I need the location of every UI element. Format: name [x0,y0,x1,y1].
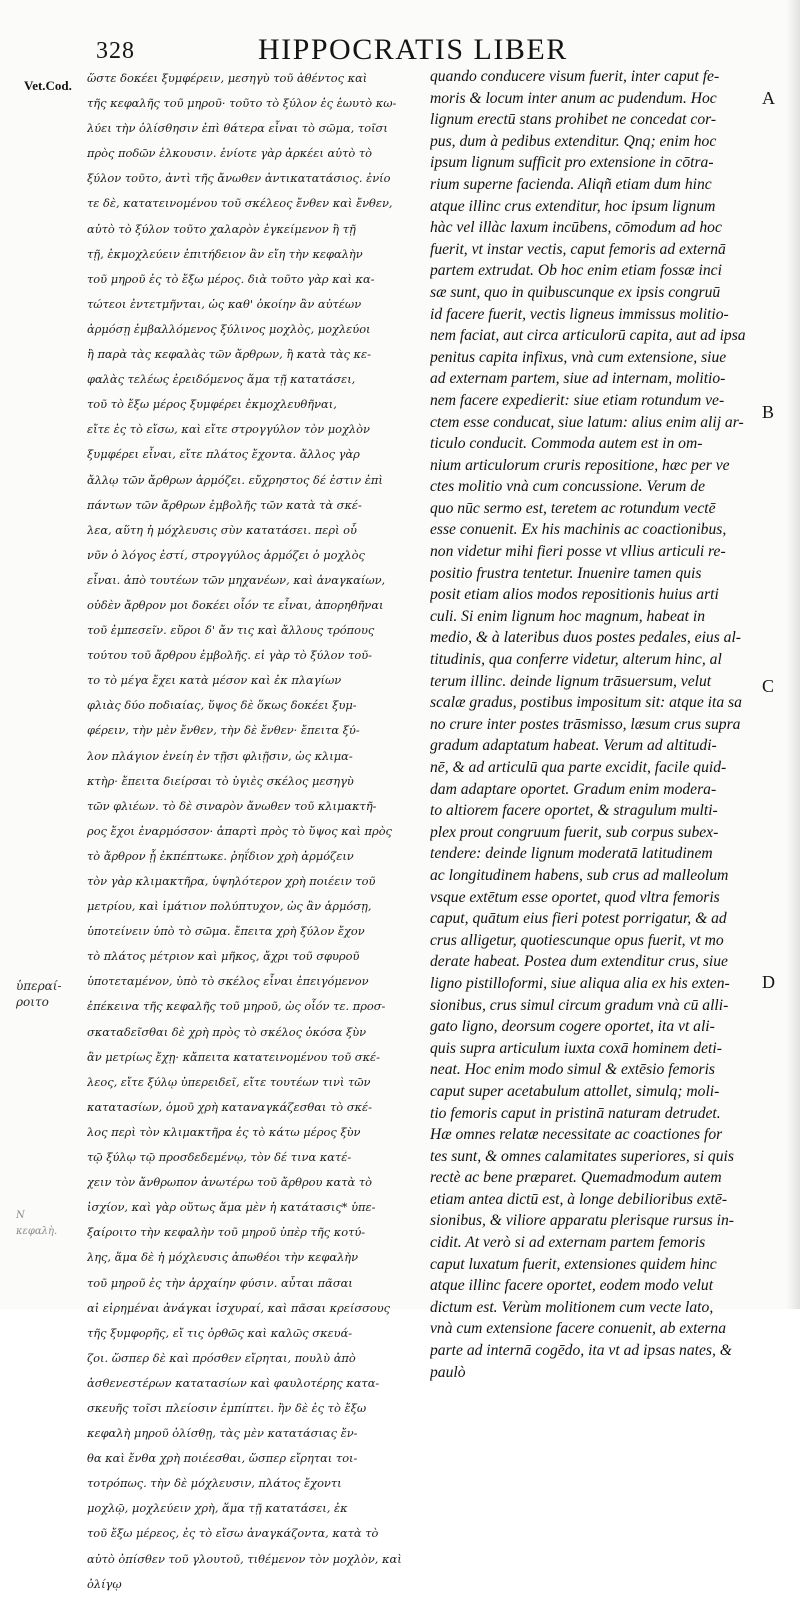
greek-text-line: τοῦ τὸ ἔξω μέρος ξυμφέρει ἐκμοχλευθῆναι, [87,397,337,412]
greek-text-line: σκαταδεῖσθαι δὲ χρὴ πρὸς τὸ σκέλος ὁκόσα ξὺν [87,1024,367,1039]
latin-text-line: fuerit, vt instar vectis, caput femoris ad externā [430,240,726,258]
greek-text-line: τῷ ξύλῳ τῷ προσδεδεμένῳ, τὸν δέ τινα κατέ- [87,1150,352,1165]
greek-text-line: μοχλῷ, μοχλεύειν χρὴ, ἅμα τῇ κατατάσει, ἐκ [87,1501,348,1516]
latin-text-line: positio frustra tentetur. Inuenire tamen quis [430,564,702,582]
running-title: HIPPOCRATIS LIBER [258,33,568,66]
latin-text-line: scalæ gradus, postibus impositum sit: atque ita sa [430,694,742,712]
page-edge-shadow [786,0,800,1309]
page-number: 328 [96,38,135,64]
greek-text-line: τοῦ μηροῦ ἐς τὴν ἀρχαίην φύσιν. αὗται πᾶσαι [87,1275,353,1290]
latin-text-line: caput, quātum eius fieri potest porrigatur, & ad [430,910,727,928]
greek-text-line: το τὸ μέγα ἔχει κατὰ μέσον καὶ ἐκ πλαγίων [87,673,342,688]
latin-text-line: to altiorem facere oportet, & stragulum multi- [430,802,718,820]
latin-text-line: no crure inter postes trāsmisso, læsum crus supra [430,715,741,733]
greek-text-line: τοῦ μηροῦ ἐς τὸ ἔξω μέρος. διὰ τοῦτο γὰρ καὶ κα- [87,271,375,286]
latin-text-line: esse conuenit. Ex his machinis ac coactionibus, [430,521,727,539]
greek-text-line: λον πλάγιον ἐνείη ἐν τῇσι φλιῇσιν, ὡς κλιμα- [87,748,353,763]
latin-text-line: penitus capita infixus, vnà cum extensione, siue [430,348,727,366]
latin-text-line: nē, & ad articulū qua parte excidit, facile quid- [430,759,727,776]
latin-text-line: atque illinc crus extenditur, hoc ipsum lignum [430,197,716,215]
greek-text-line: τῆς κεφαλῆς τοῦ μηροῦ· τοῦτο τὸ ξύλον ἐς ἑωυτὸ κω- [87,96,397,111]
latin-text-line: etiam antea dictū est, à longe debilioribus extē- [430,1190,728,1208]
latin-text-line: terum illinc. deinde lignum trāsuersum, velut [430,672,712,690]
latin-text-line: parte ad internā cogēdo, ita vt ad ipsas nates, & [430,1342,732,1360]
greek-text-line: τούτου τοῦ ἄρθρου ἐμβολῆς. εἰ γὰρ τὸ ξύλον τοῦ- [87,648,373,663]
greek-text-line: λης, ἅμα δὲ ἡ μόχλευσις ἀπωθέοι τὴν κεφαλὴν [87,1250,359,1265]
greek-text-line: πρὸς ποδῶν ἑλκουσιν. ἐνίοτε γὰρ ἀρκέει αὐτὸ τὸ [87,146,373,161]
latin-text-line: caput luxatum fuerit, extensiones quidem hinc [430,1255,717,1273]
latin-text-line: plex prout congruum fuerit, sub corpus subex- [430,823,719,841]
greek-text-line: ἀσθενεστέρων κατατασίων καὶ φαυλοτέρης κατα- [87,1375,380,1390]
greek-text-line: μετρίου, καὶ ἱμάτιον πολύπτυχον, ὡς ἂν ἁρμόσῃ, [87,899,372,914]
latin-text-line: tendere: deinde lignum moderatā latitudinem [430,845,713,863]
greek-text-line: ὥστε δοκέει ξυμφέρειν, μεσηγὺ τοῦ ἀθέντος καὶ [87,71,368,85]
greek-text-line: χειν τὸν ἄνθρωπον ἀνωτέρω τοῦ ἄρθρου κατὰ τὸ [87,1175,372,1190]
latin-text-line: ligno pistilloformi, siue aliqua alia ex his exten- [430,974,730,992]
greek-text-line: ἄλλῳ τῶν ἄρθρων ἁρμόζει. εὔχρηστος δέ ἐστιν ἐπὶ [87,472,383,487]
greek-text-line: ἂν μετρίως ἔχῃ· κἄπειτα κατατεινομένου τοῦ σκέ- [87,1049,380,1064]
latin-text-column [430,66,770,1383]
latin-text-line: ctes molitio vnà cum concussione. Verum de [430,478,705,496]
latin-text-line: rectè ac bene præparet. Quemadmodum autem [430,1169,722,1187]
latin-text-line: paulò [430,1363,466,1381]
latin-text-line: medio, & à lateribus duos postes pedales, eius al- [430,629,741,647]
greek-text-column [87,66,417,1597]
latin-text-line: quis supra articulum iuxta coxā hominem deti- [430,1039,722,1057]
latin-text-line: nem faciat, aut circa articulorū capita, aut ad ipsa [430,327,746,345]
latin-text-line: sionibus, & viliore apparatu plerisque rursus in- [430,1212,734,1230]
latin-text-line: lignum erectū stans prohibet ne concedat cor- [430,111,717,129]
greek-text-line: εἴτε ἐς τὸ εἴσω, καὶ εἴτε στρογγύλον τὸν μοχλὸν [87,422,370,437]
section-marker-a: A [762,88,775,108]
latin-text-line: moris & locum inter anum ac pudendum. Hoc [430,89,717,107]
greek-text-line: ὑποτείνειν ὑπὸ τὸ σῶμα. ἔπειτα χρὴ ξύλον ἔχον [87,924,365,939]
greek-text-line: λος περὶ τὸν κλιμακτῆρα ἐς τὸ κάτω μέρος ξὺν [87,1124,361,1139]
section-marker-b: B [762,402,775,422]
greek-text-line: φλιὰς δύο ποδιαίας, ὕψος δὲ ὅκως δοκέει ξυμ- [87,698,357,713]
latin-text-line: derate habeat. Postea dum extenditur crus, siue [430,953,728,971]
greek-text-line: αἱ εἰρημέναι ἀνάγκαι ἰσχυραί, καὶ πᾶσαι κρείσσους [87,1300,391,1315]
greek-text-line: νῦν ὁ λόγος ἐστί, στρογγύλος ἁρμόζει ὁ μοχλὸς [87,547,365,562]
greek-text-line: κεφαλὴ μηροῦ ὀλίσθῃ, τὰς μὲν κατατάσιας ἔν- [87,1426,358,1441]
latin-text-line: neat. Hoc enim modo simul & extēsio femoris [430,1061,715,1079]
greek-text-line: τῶν φλιέων. τὸ δὲ σιναρὸν ἄνωθεν τοῦ κλιμακτῆ- [87,798,377,813]
greek-text-line: ρος ἔχοι ἐναρμόσσον· ἀπαρτὶ πρὸς τὸ ὕψος καὶ πρὸς [87,823,392,838]
section-marker-d: D [762,972,775,992]
greek-text-line: κατατασίων, ὁμοῦ χρὴ καταναγκάζεσθαι τὸ σκέ- [87,1099,372,1114]
latin-text-line: non videtur mihi fieri posse vt vllius articuli re- [430,543,726,561]
greek-text-line: ἰσχίον, καὶ γὰρ οὕτως ἅμα μὲν ἡ κατάτασις* ὑπε- [87,1200,376,1215]
latin-text-line: dam adaptare oportet. Gradum enim modera- [430,780,717,798]
latin-text-line: sæ sunt, quo in quibuscunque ex ipsis congruū [430,283,721,301]
latin-text-line: id facere fuerit, vectis ligneus immissus molitio- [430,305,729,323]
latin-text-line: partem extrudat. Ob hoc enim etiam fossæ inci [430,262,722,280]
greek-text-line: ἁρμόσῃ ἐμβαλλόμενος ξύλινος μοχλὸς, μοχλεύοι [87,321,371,336]
latin-text-line: gradum adaptatum habeat. Verum ad altitudi- [430,737,717,755]
greek-text-line: λεα, αὕτη ἡ μόχλευσις σὺν κατατάσει. περὶ οὗ [87,522,357,537]
latin-text-line: rium superne facienda. Aliqñ etiam dum hinc [430,175,712,193]
latin-text-line: cidit. At verò si ad externam partem femoris [430,1234,706,1252]
latin-text-line: tes sunt, & omnes calamitates superiores, si quis [430,1147,734,1165]
greek-text-line: τὸν γὰρ κλιμακτῆρα, ὑψηλότερον χρὴ ποιέειν τοῦ [87,874,376,888]
greek-text-line: ὀλίγῳ [87,1576,122,1591]
latin-text-line: Hæ omnes relatæ necessitate ac coactiones for [430,1126,723,1144]
latin-text-line: ad externam partem, siue ad internam, molitio- [430,370,726,388]
latin-text-line: quando conducere visum fuerit, inter caput fe- [430,68,720,85]
greek-text-line: τὸ ἄρθρον ᾗ ἐκπέπτωκε. ῥηΐδιον χρὴ ἁρμόζειν [87,848,354,863]
greek-text-line: εἶναι. ἀπὸ τουτέων τῶν μηχανέων, καὶ ἀναγκαίων, [87,572,386,587]
margin-note-vet-cod: Vet.Cod. [24,78,72,93]
latin-text-line: ipsum lignum sufficit pro extensione in cōtra- [430,154,714,172]
latin-text-line: caput super acetabulum attollet, simulq; moli- [430,1082,720,1100]
latin-text-line: ctem esse conducat, siue latum: alius enim alij ar- [430,413,744,431]
greek-text-line: λεος, εἴτε ξύλῳ ὑπερειδεῖ, εἴτε τουτέων τινὶ τῶν [87,1074,371,1089]
section-marker-c: C [762,676,775,696]
greek-text-line: φέρειν, τὴν μὲν ἔνθεν, τὴν δὲ ἔνθεν· ἔπειτα ξύ- [87,723,360,738]
latin-text-line: tio femoris caput in pristinā naturam detrudet. [430,1104,721,1122]
latin-text-line: ac longitudinem habens, sub crus ad malleolum [430,866,729,884]
latin-text-line: culi. Si enim lignum hoc magnum, habeat in [430,607,706,625]
latin-text-line: vnà cum extensione facere conuenit, ab externa [430,1320,727,1338]
greek-text-line: θα καὶ ἔνθα χρὴ ποιέεσθαι, ὥσπερ εἴρηται τοι- [87,1451,358,1466]
greek-text-line: τοτρόπως. τὴν δὲ μόχλευσιν, πλάτος ἔχοντι [87,1476,342,1491]
greek-text-line: ξυμφέρει εἶναι, εἴτε πλάτος ἔχοντα. ἄλλος γὰρ [87,447,360,462]
greek-text-line: λύει τὴν ὀλίσθησιν ἐπὶ θάτερα εἶναι τὸ σῶμα, τοῖσι [87,121,388,136]
greek-text-line: κτὴρ· ἔπειτα διείρσαι τὸ ὑγιὲς σκέλος μεσηγὺ [87,773,354,788]
greek-text-line: αὐτὸ τὸ ξύλον τοῦτο χαλαρὸν ἐγκείμενον ἢ τῇ [87,221,356,236]
latin-text-line: gato ligno, deorsum cogere oportet, ita vt ali- [430,1018,715,1036]
margin-note-variant-reading: ὑπεραί- ροιτο [16,979,62,1009]
greek-text-line: τῆς ξυμφορῆς, εἴ τις ὀρθῶς καὶ καλῶς σκευά- [87,1325,353,1340]
greek-text-line: ζοι. ὥσπερ δὲ καὶ πρόσθεν εἴρηται, πουλὺ ἀπὸ [87,1350,356,1365]
latin-text-line: vsque extētum esse oportet, quod vltra femoris [430,888,720,906]
greek-text-line: ξύλον τοῦτο, ἀντὶ τῆς ἄνωθεν ἀντικατατάσιος. ἐνίο [87,171,391,186]
latin-text-line: sionibus, crus simul circum gradum vnà cū alli- [430,996,729,1014]
margin-note-faint: Ν κεφαλὴ. [16,1210,58,1237]
greek-text-line: τε δὲ, κατατεινομένου τοῦ σκέλεος ἔνθεν καὶ ἔνθεν, [87,196,393,211]
greek-text-line: ὑποτεταμένον, ὑπὸ τὸ σκέλος εἶναι ἐπειγόμενον [87,974,369,989]
greek-text-line: ἐπέκεινα τῆς κεφαλῆς τοῦ μηροῦ, ὡς οἷόν τε. προσ- [87,999,386,1014]
latin-text-line: quo nūc sermo est, teretem ac rotundum vectē [430,499,716,517]
latin-text-line: nem facere expedierit: siue etiam rotundum ve- [430,391,725,409]
latin-text-line: posit etiam alios modos repositionis huius arti [430,586,719,604]
greek-text-line: φαλὰς τελέως ἐρειδόμενος ἅμα τῇ κατατάσει, [87,372,356,387]
greek-text-line: τὸ πλάτος μέτριον καὶ μῆκος, ἄχρι τοῦ σφυροῦ [87,949,360,964]
latin-text-line: titudinis, qua conferre videtur, alterum hinc, al [430,651,722,669]
greek-text-line: ἢ παρὰ τὰς κεφαλὰς τῶν ἄρθρων, ἢ κατὰ τὰς κε- [87,347,371,362]
greek-text-line: σκευῆς τοῖσι πλείοσιν ἐμπίπτει. ἢν δὲ ἐς τὸ ἔξω [87,1400,367,1415]
latin-text-line: crus alligetur, quotiescunque opus fuerit, vt mo [430,931,724,949]
greek-text-line: τώτεοι ἐντετμῆνται, ὡς καθ' ὁκοίην ἂν αὐτέων [87,296,362,311]
latin-text-line: atque illinc facere oportet, eodem modo velut [430,1277,714,1295]
latin-text-line: dictum est. Verùm molitionem cum vecte lato, [430,1298,714,1316]
greek-text-line: τῇ, ἐκμοχλεύειν ἐπιτήδειον ἂν εἴη τὴν κεφαλὴν [87,246,363,261]
latin-text-line: pus, dum à pedibus extenditur. Qnq; enim hoc [430,132,717,150]
greek-text-line: οὐδὲν ἄρθρον μοι δοκέει οἷόν τε εἶναι, ἀπορηθῆναι [87,597,384,612]
greek-text-line: αὐτὸ ὀπίσθεν τοῦ γλουτοῦ, τιθέμενον τὸν μοχλὸν, καὶ [87,1551,402,1566]
greek-text-line: τοῦ ἐμπεσεῖν. εὕροι δ' ἄν τις καὶ ἄλλους τρόπους [87,623,375,638]
latin-text-line: ticulo conducit. Commoda autem est in om- [430,435,703,453]
greek-text-line: ξαίροιτο τὴν κεφαλὴν τοῦ μηροῦ ὑπὲρ τῆς κοτύ- [87,1225,366,1240]
latin-text-line: hàc vel illàc laxum incūbens, cōmodum ad hoc [430,219,722,237]
greek-text-line: τοῦ ἔξω μέρεος, ἐς τὸ εἴσω ἀναγκάζοντα, κατὰ τὸ [87,1526,379,1541]
greek-text-line: πάντων τῶν ἄρθρων ἐμβολῆς τῶν κατὰ τὰ σκέ- [87,497,362,512]
latin-text-line: nium articulorum cruris repositione, hæc per ve [430,456,730,474]
